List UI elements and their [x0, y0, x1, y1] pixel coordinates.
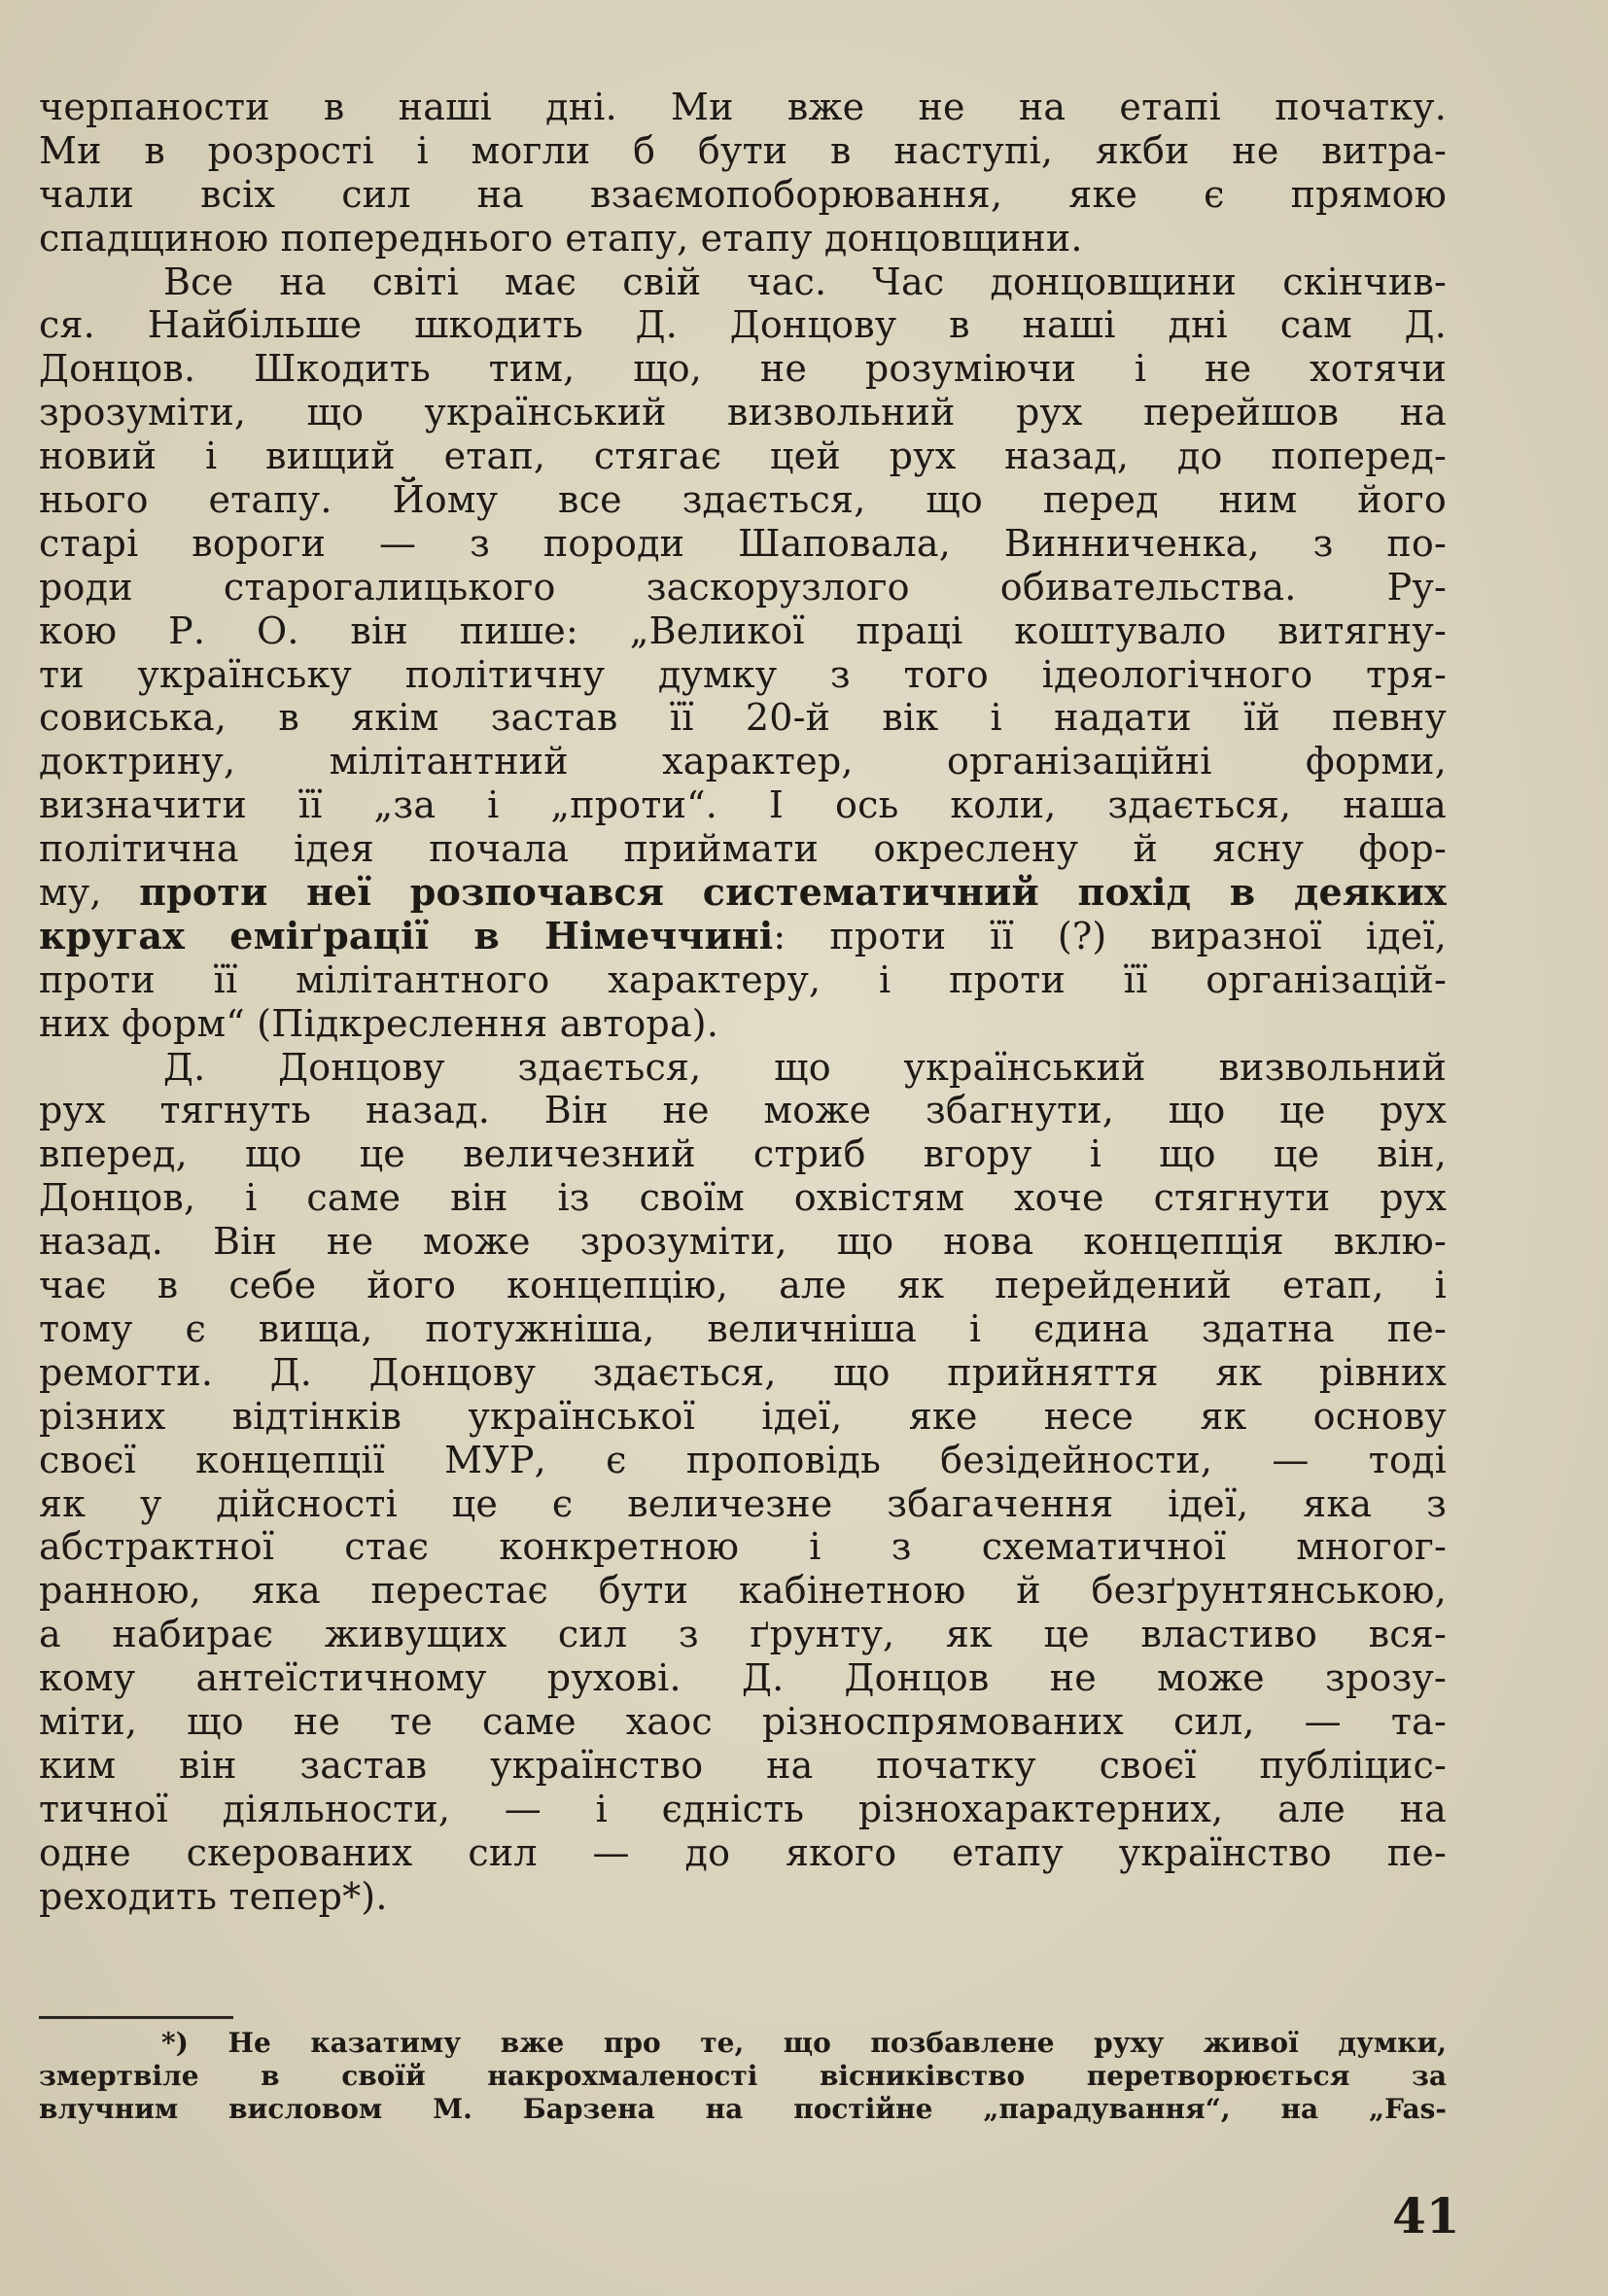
footnote-line: змертвіле в своїй накрохмаленості вісниківство перетворюється за: [39, 2060, 1447, 2092]
text-line: а набирає живущих сил з ґрунту, як це властиво вся-: [39, 1613, 1447, 1656]
text-line: Донцов. Шкодить тим, що, не розуміючи і не хотячи: [39, 347, 1447, 391]
text-line: абстрактної стає конкретною і з схематичної многог-: [39, 1525, 1447, 1569]
text-line: політична ідея почала приймати окреслену й ясну фор-: [39, 827, 1447, 871]
footnote: [39, 2027, 1447, 2126]
text-line: ранною, яка перестає бути кабінетною й безґрунтянською,: [39, 1569, 1447, 1613]
text-line: новий і вищий етап, стягає цей рух назад, до поперед-: [39, 435, 1447, 478]
text-line: міти, що не те саме хаос різноспрямованих сил, — та-: [39, 1699, 1447, 1743]
text-line: доктрину, мілітантний характер, організаційні форми,: [39, 740, 1447, 783]
text-line: визначити її „за і „проти“. І ось коли, здається, наша: [39, 783, 1447, 827]
text-line: роди старогалицького заскорузлого обивательства. Ру-: [39, 565, 1447, 609]
text-line: ся. Найбільше шкодить Д. Донцову в наші дні сам Д.: [39, 303, 1447, 347]
text-line: ремогти. Д. Донцову здається, що прийняття як рівних: [39, 1350, 1447, 1394]
text-line: Ми в розрості і могли б бути в наступі, якби не витра-: [39, 128, 1447, 172]
text-fragment: му,: [39, 871, 140, 915]
text-line-mixed: [39, 871, 1447, 915]
text-line: зрозуміти, що український визвольний рух перейшов на: [39, 391, 1447, 435]
page-number: 41: [1392, 2187, 1460, 2244]
text-line: тому є вища, потужніша, величніша і єдина здатна пе-: [39, 1306, 1447, 1350]
footnote-line: *) Не казатиму вже про те, що позбавлене руху живої думки,: [161, 2027, 1447, 2059]
text-line: них форм“ (Підкреслення автора).: [39, 1001, 719, 1045]
text-line: Донцов, і саме він із своїм охвістям хоче стягнути рух: [39, 1176, 1447, 1220]
text-line: своєї концепції МУР, є проповідь безідейности, — тоді: [39, 1438, 1447, 1481]
text-line-mixed: [39, 915, 1447, 958]
text-line: старі вороги — з породи Шаповала, Винниченка, з по-: [39, 521, 1447, 565]
footnote-divider: [39, 2016, 233, 2019]
text-line: ти українську політичну думку з того ідеологічного тря-: [39, 652, 1447, 696]
emphasized-text: кругах еміґрації в Німеччині: [39, 913, 774, 957]
text-line: назад. Він не може зрозуміти, що нова концепція вклю-: [39, 1220, 1447, 1264]
text-fragment: : проти її (?) виразної ідеї,: [773, 914, 1447, 957]
text-line: одне скерованих сил — до якого етапу українство пе-: [39, 1830, 1447, 1874]
text-line: проти її мілітантного характеру, і проти її організацій-: [39, 957, 1447, 1001]
text-line: ким він застав українство на початку своєї публіцис-: [39, 1743, 1447, 1787]
text-line: совиська, в якім застав її 20-й вік і надати їй певну: [39, 696, 1447, 740]
text-line: кому антеїстичному рухові. Д. Донцов не може зрозу-: [39, 1656, 1447, 1700]
text-line: Все на світі має свій час. Час донцовщини скінчив-: [163, 260, 1447, 303]
text-line: спадщиною попереднього етапу, етапу донцовщини.: [39, 216, 1083, 260]
text-line: кою Р. О. він пише: „Великої праці коштувало витягну-: [39, 609, 1447, 652]
text-line: нього етапу. Йому все здається, що перед ним його: [39, 478, 1447, 522]
text-line: чає в себе його концепцію, але як перейдений етап, і: [39, 1264, 1447, 1307]
text-line: вперед, що це величезний стриб вгору і що це він,: [39, 1132, 1447, 1176]
text-line: Д. Донцову здається, що український визвольний: [163, 1045, 1447, 1089]
text-line: чали всіх сил на взаємопоборювання, яке є прямою: [39, 172, 1447, 216]
text-line: тичної діяльности, — і єдність різнохарактерних, але на: [39, 1787, 1447, 1830]
text-line: реходить тепер*).: [39, 1874, 388, 1918]
footnote-line: влучним висловом М. Барзена на постійне „парадування“, на „Fas-: [39, 2093, 1447, 2125]
text-line: черпаности в наші дні. Ми вже не на етапі початку.: [39, 86, 1447, 128]
text-line: рух тягнуть назад. Він не може збагнути, що це рух: [39, 1089, 1447, 1132]
text-line: як у дійсності це є величезне збагачення ідеї, яка з: [39, 1481, 1447, 1525]
emphasized-text: проти неї розпочався систематичний похід в деяких: [139, 870, 1447, 915]
main-text: [39, 86, 1447, 1918]
text-line: різних відтінків української ідеї, яке несе як основу: [39, 1394, 1447, 1438]
